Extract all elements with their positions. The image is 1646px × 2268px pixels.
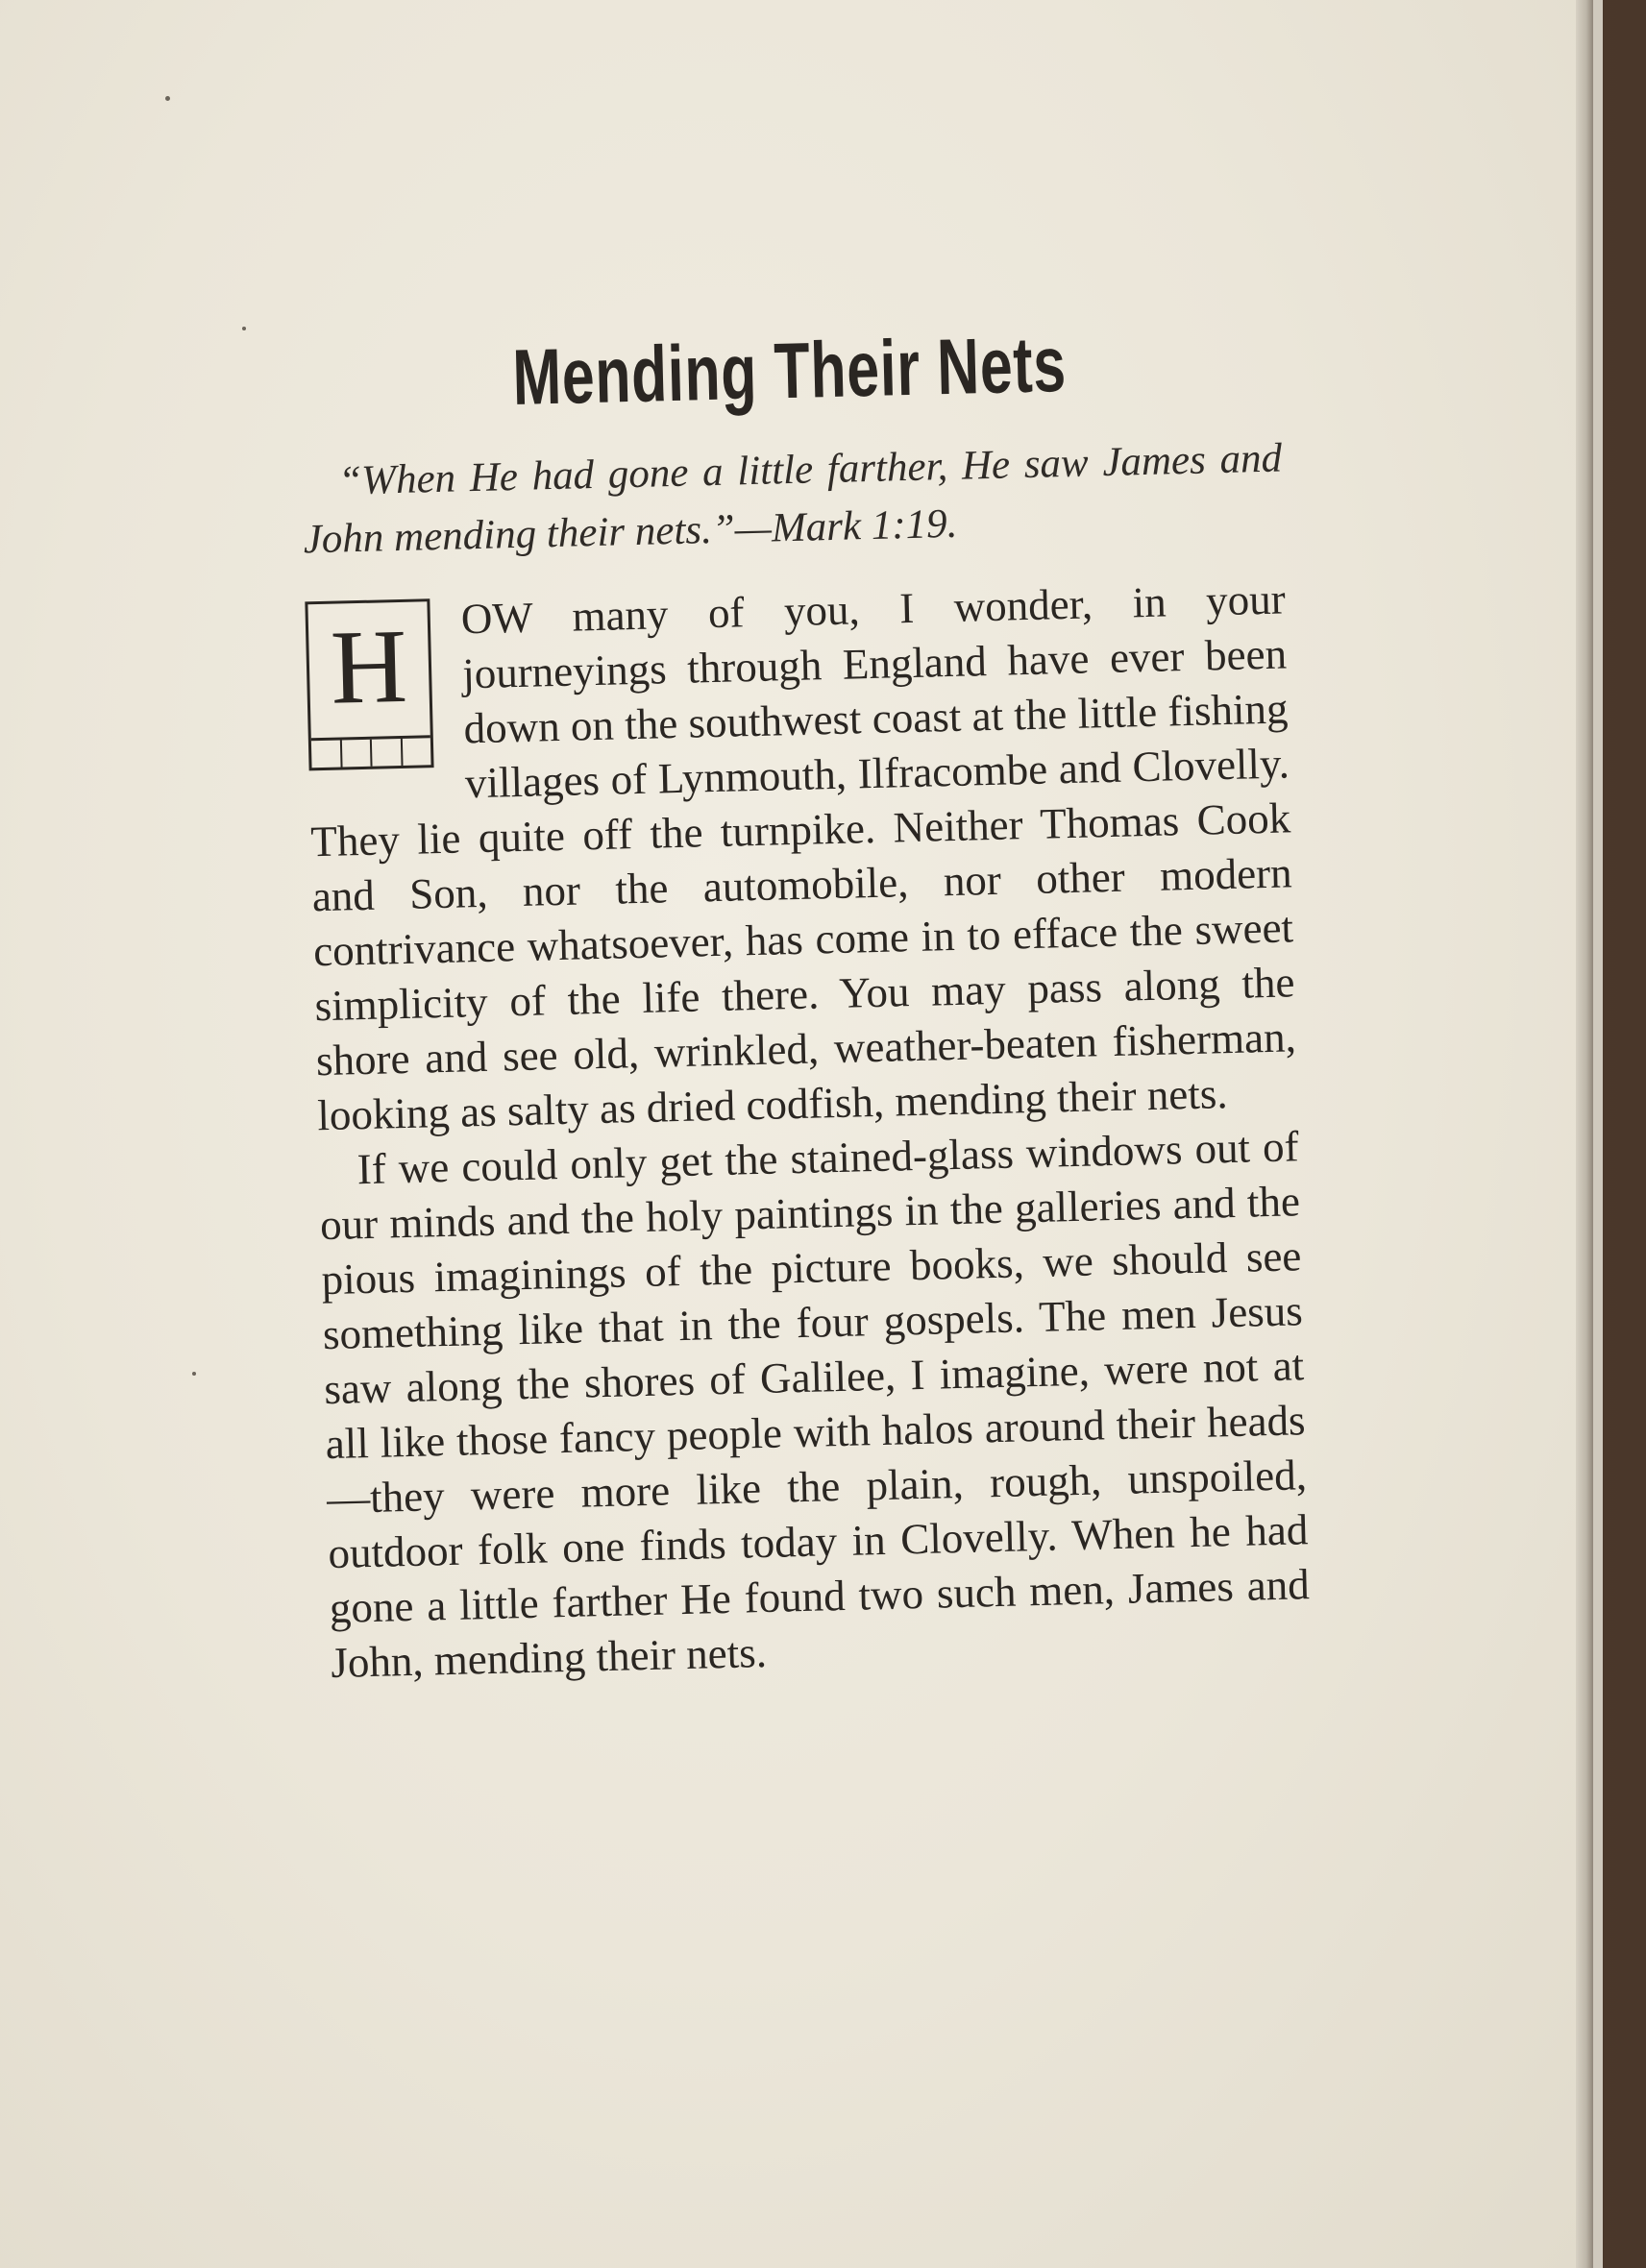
- paragraph-1-text: OW many of you, I wonder, in your journeyings through England have ever been down on the southwest coast at the little fishing villages of Lynmouth, Ilfracombe and Clovelly. They lie quite off the turnpike. Neither Thomas Cook and Son, nor the automobile, nor other modern contrivance whatsoever, has come in to efface the sweet simplicity of the life there. You may pass along the shore and see old, wrinkled, weather-beaten fisherman, looking as salty as dried codfish, mending their nets.: [309, 574, 1297, 1140]
- page-edge-stack: [1593, 0, 1603, 2268]
- paper-speck: [192, 1372, 196, 1376]
- epigraph-quote: “When He had gone a little farther, He saw James and John mending their nets.”—Mark 1:19.: [303, 435, 1283, 563]
- chapter-title: Mending Their Nets: [511, 320, 1068, 423]
- paragraph-2: If we could only get the stained-glass windows out of our minds and the holy paintings in the galleries and the pious imaginings of the picture books, we should see something like that in the four gospels. The men Jesus saw along the shores of Galilee, I imagine, were not at all like those fancy people with halos around their heads—they were more like the plain, rough, unspoiled, outdoor folk one finds today in Clovelly. When he had gone a little farther He found two such men, James and John, mending their nets.: [319, 1122, 1311, 1688]
- page-edge: [1576, 0, 1593, 2268]
- drop-cap-box: [305, 598, 433, 770]
- paper-speck: [242, 327, 246, 330]
- paper-speck: [165, 96, 170, 101]
- paragraph-1: [305, 572, 1298, 1143]
- drop-cap-letter: H: [329, 606, 409, 726]
- page-content: [298, 296, 1312, 1691]
- drop-cap-ornament: [311, 735, 431, 768]
